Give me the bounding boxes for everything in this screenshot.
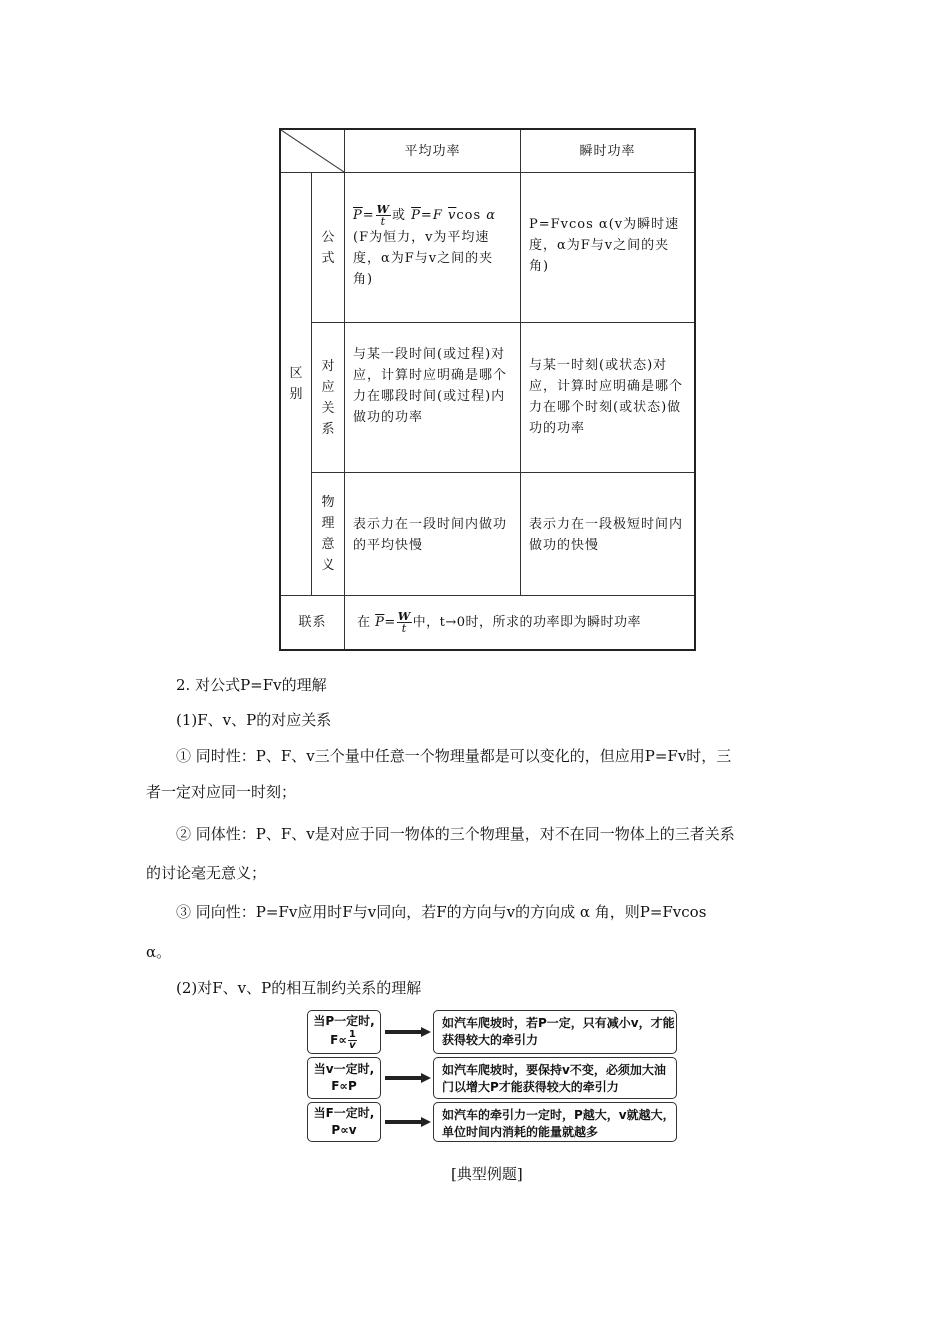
inst-formula-cell: P=Fvcos α(v为瞬时速度，α为F与v之间的夹角) — [529, 217, 680, 274]
examples-heading: [典型例题] — [451, 1165, 523, 1183]
item3-line1: ③ 同向性：P=Fv应用时F与v同向，若F的方向与v的方向成 α 角，则P=Fvcos — [176, 903, 707, 921]
sub2-title: (2)对F、v、P的相互制约关系的理解 — [176, 979, 422, 997]
avg-formula-cell — [353, 204, 513, 290]
result-box-3: 如汽车的牵引力一定时，P越大，v就越大， 单位时间内消耗的能量就越多 — [433, 1102, 677, 1142]
link-label: 联系 — [298, 615, 327, 630]
avg-meaning-cell: 表示力在一段时间内做功的平均快慢 — [353, 517, 508, 553]
inst-meaning-cell: 表示力在一段极短时间内做功的快慢 — [529, 517, 684, 553]
row-label-meaning: 物 理 意 义 — [321, 495, 335, 573]
condition-box-1: 当P一定时, F∝ $\frac{1}{v}$ — [307, 1010, 381, 1054]
row-group-label: 区 别 — [289, 366, 303, 402]
avg-formula-line: $\overline{P}=$ $\frac{W}{t}$ 或 $\overline{P}=F$ $\overline{v}\cos$ α — [353, 203, 497, 228]
result-box-2: 如汽车爬坡时，要保持v不变，必须加大油 门以增大P才能获得较大的牵引力 — [433, 1057, 677, 1099]
item2-line1: ② 同体性：P、F、v是对应于同一物体的三个物理量，对不在同一物体上的三者关系 — [176, 825, 735, 843]
sub1-title: (1)F、v、P的对应关系 — [176, 711, 332, 729]
condition-box-3: 当F一定时, P∝v — [307, 1102, 381, 1142]
section2-title: 2. 对公式P=Fv的理解 — [176, 676, 327, 694]
result-box-1: 如汽车爬坡时，若P一定，只有减小v，才能 获得较大的牵引力 — [433, 1010, 677, 1054]
relation-1: F∝ $\frac{1}{v}$ — [330, 1029, 356, 1051]
row-label-correspondence: 对 应 关 系 — [321, 358, 335, 437]
comparison-table — [279, 128, 696, 651]
item3-line2: α。 — [146, 943, 172, 961]
arrow-3 — [385, 1117, 431, 1127]
item2-line2: 的讨论毫无意义； — [146, 864, 267, 882]
link-text: 在 $\overline{P}$ = $\frac{W}{t}$ 中，t→0时，所求的功率即为瞬时功率 — [357, 610, 642, 635]
header-instant-power: 瞬时功率 — [579, 143, 636, 159]
item1-line1: ① 同时性：P、F、v三个量中任意一个物理量都是可以变化的，但应用P=Fv时，三 — [176, 747, 732, 765]
row-label-formula: 公 式 — [321, 229, 335, 266]
condition-box-2: 当v一定时, F∝P — [307, 1057, 381, 1099]
inst-correspondence-cell: 与某一时刻(或状态)对应，计算时应明确是哪个力在哪个时刻(或状态)做功的功率 — [529, 358, 684, 436]
arrow-2 — [385, 1073, 431, 1083]
item1-line2: 者一定对应同一时刻； — [146, 783, 297, 801]
avg-formula-note: (F为恒力，v为平均速度，α为F与v之间的夹角) — [353, 230, 494, 287]
avg-correspondence-cell: 与某一段时间(或过程)对应，计算时应明确是哪个力在哪段时间(或过程)内做功的功率 — [353, 347, 508, 425]
header-diagonal — [281, 130, 344, 172]
arrow-1 — [385, 1027, 431, 1037]
header-average-power: 平均功率 — [404, 143, 461, 159]
